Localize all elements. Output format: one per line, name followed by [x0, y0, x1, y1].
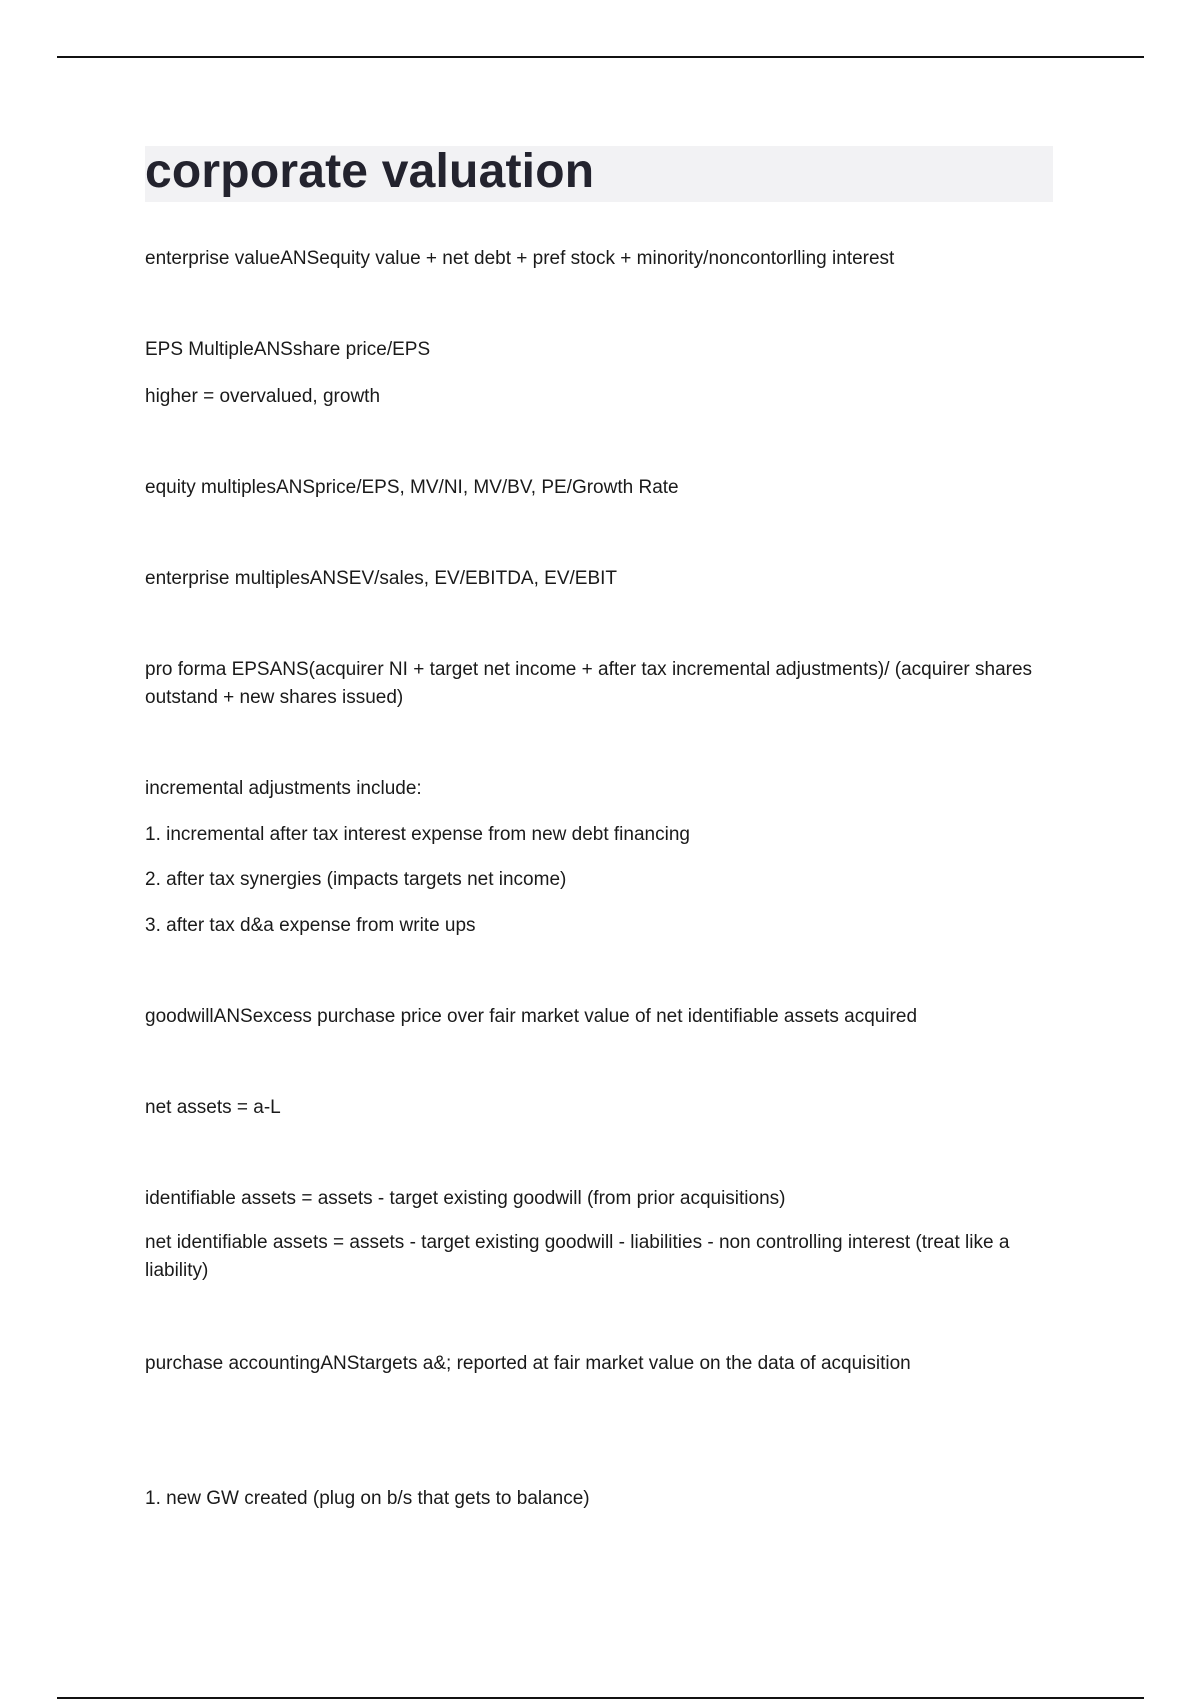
- text-line: incremental adjustments include:: [145, 778, 422, 799]
- text-line: 1. incremental after tax interest expense from new debt financing: [145, 824, 690, 845]
- text-line: equity multiplesANSprice/EPS, MV/NI, MV/BV, PE/Growth Rate: [145, 477, 679, 498]
- text-line: 3. after tax d&a expense from write ups: [145, 915, 476, 936]
- text-line: higher = overvalued, growth: [145, 386, 381, 407]
- text-line: enterprise multiplesANSEV/sales, EV/EBITDA, EV/EBIT: [145, 568, 618, 589]
- text-line: enterprise valueANSequity value + net debt + pref stock + minority/noncontorlling interest: [145, 248, 895, 269]
- text-line: EPS MultipleANSshare price/EPS: [145, 339, 431, 360]
- page-title: corporate valuation: [145, 145, 595, 198]
- bottom-rule: [57, 1697, 1144, 1699]
- text-line: pro forma EPSANS(acquirer NI + target net income + after tax incremental adjustments)/ (acquirer shares outstand + new shares issued): [145, 659, 1033, 708]
- text-line: net identifiable assets = assets - target existing goodwill - liabilities - non controlling interest (treat like a liability): [145, 1232, 1010, 1281]
- text-line: purchase accountingANStargets a&; reported at fair market value on the data of acquisition: [145, 1353, 911, 1374]
- text-line: net assets = a-L: [145, 1097, 281, 1118]
- text-line: goodwillANSexcess purchase price over fair market value of net identifiable assets acquired: [145, 1006, 918, 1027]
- top-rule: [57, 56, 1144, 58]
- text-line: identifiable assets = assets - target existing goodwill (from prior acquisitions): [145, 1188, 786, 1209]
- text-line: 1. new GW created (plug on b/s that gets to balance): [145, 1488, 590, 1509]
- text-line: 2. after tax synergies (impacts targets net income): [145, 869, 567, 890]
